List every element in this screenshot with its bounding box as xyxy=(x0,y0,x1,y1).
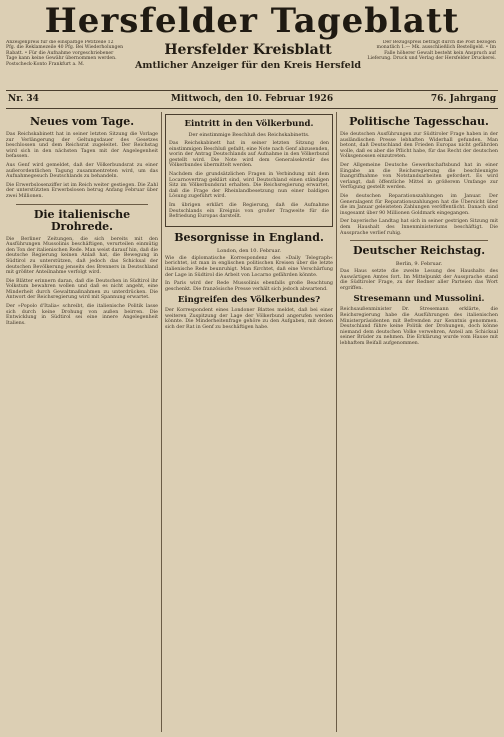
column-news xyxy=(6,114,158,732)
article-paragraph: Der Allgemeine Deutsche Gewerkschaftsbund hat in einer Eingabe an die Reichsregierung die beschleunigte Inangriffnahme von Notstandsarbeiten gefordert. Es wird verlangt, daß öffentliche Mittel in größerem Umfange zur Verfügung gestellt werden. xyxy=(340,162,498,191)
article-paragraph: Das Reichskabinett hat in seiner letzten Sitzung die Vorlage zur Verlängerung der Geltungsdauer des Gesetzes beschlossen und dem Reichsrat zugeleitet. Der Reichstag wird sich in den nächsten Tagen mit der Angelegenheit befassen. xyxy=(6,132,158,160)
issue-date: Mittwoch, den 10. Februar 1926 xyxy=(170,94,334,104)
column-tagesschau xyxy=(340,114,498,732)
masthead-title: Hersfelder Tageblatt xyxy=(44,1,460,41)
article-kicker: Der einstimmige Beschluß des Reichskabinetts. xyxy=(188,132,310,138)
subscription-info-right: Der Bezugspreis beträgt durch die Post bezogen monatlich 1.— Mk. ausschließlich Bestellgeld. • Im Falle höherer Gewalt besteht kein Anspruch auf Lieferung. Druck und Verlag der Hersfelder Druckerei. xyxy=(367,40,496,62)
article-divider xyxy=(350,240,488,241)
column-divider-1 xyxy=(161,112,162,732)
headline-deutscher-reichstag: Deutscher Reichstag. xyxy=(352,244,486,258)
paper-subtitle: Hersfelder Kreisblatt xyxy=(164,42,332,58)
dateline xyxy=(6,94,498,108)
article-paragraph: In Paris wird der Rede Mussolinis ebenfalls große Beachtung geschenkt. Die französische Presse verhält sich jedoch abwartend. xyxy=(165,281,333,292)
official-gazette-line: Amtlicher Anzeiger für den Kreis Hersfeld xyxy=(135,60,361,71)
headline-italienische-drohrede: Die italienische Drohrede. xyxy=(33,207,131,233)
article-divider xyxy=(16,204,148,205)
column-voelkerbund xyxy=(165,114,333,732)
article-paragraph: Die deutschen Ausführungen zur Südtiroler Frage haben in der ausländischen Presse lebhaften Widerhall gefunden. Man betont, daß Deutschland den Frieden Europas nicht gefährden wolle, daß es aber die Pflicht habe, für das Recht der deutschen Volksgenossen einzutreten. xyxy=(340,132,498,160)
article-paragraph: Der »Popolo d'Italia« schreibt, die italienische Politik lasse sich durch keine Drohung von außen beirren. Die Entwicklung in Südtirol sei eine innere Angelegenheit Italiens. xyxy=(6,304,158,326)
article-paragraph: Reichsaußenminister Dr. Stresemann erklärte, die Reichsregierung habe die Ausführungen des italienischen Ministerpräsidenten mit Befremden zur Kenntnis genommen. Deutschland führe keine Politik der Drohungen, doch könne niemand dem deutschen Volke verwehren, Anteil am Schicksal seiner Brüder zu nehmen. Die Erklärung wurde vom Hause mit lebhaftem Beifall aufgenommen. xyxy=(340,307,498,347)
article-paragraph: Nachdem die grundsätzlichen Fragen in Verbindung mit dem Locarnovertrag geklärt sind, wird Deutschland einen ständigen Sitz im Völkerbundsrat erhalten. Die Reichsregierung erwartet, daß die Frage der Rheinlandbesetzung nun einer baldigen Lösung zugeführt wird. xyxy=(169,171,329,200)
headline-stresemann-mussolini: Stresemann und Mussolini. xyxy=(353,294,485,305)
article-paragraph: Aus Genf wird gemeldet, daß der Völkerbundsrat zu einer außerordentlichen Tagung zusammentreten wird, um das Aufnahmegesuch Deutschlands zu behandeln. xyxy=(6,162,158,180)
article-paragraph: Die deutschen Reparationszahlungen im Januar. Der Generalagent für Reparationszahlungen hat die Übersicht über die im Januar geleisteten Zahlungen veröffentlicht. Danach sind insgesamt über 90 Millionen Goldmark eingegangen. xyxy=(340,193,498,216)
article-paragraph: Im übrigen erklärt die Regierung, daß die Aufnahme Deutschlands ein Ereignis von großer Tragweite für die Befriedung Europas darstellt. xyxy=(169,202,329,220)
column-divider-2 xyxy=(336,112,337,732)
article-paragraph: Der Korrespondent eines Londoner Blattes meldet, daß bei einer weiteren Zuspitzung der Lage der Völkerbund angerufen werden könnte. Die Minderheitenfrage gehöre zu den Aufgaben, mit denen sich der Rat in Genf zu beschäftigen habe. xyxy=(165,308,333,331)
headline-neues-vom-tage: Neues vom Tage. xyxy=(29,115,135,128)
article-frame xyxy=(165,114,333,227)
article-paragraph: Das Haus setzte die zweite Lesung des Haushalts des Auswärtigen Amtes fort. Im Mittelpunkt der Aussprache stand die Südtiroler Frage, zu der Redner aller Parteien das Wort ergriffen. xyxy=(340,269,498,291)
article-paragraph: Das Reichskabinett hat in seiner letzten Sitzung den einstimmigen Beschluß gefaßt, eine Note nach Genf abzusenden, worin der Antrag Deutschlands auf Aufnahme in den Völkerbund gestellt wird. Die Note wird dem Generalsekretär des Völkerbundes übermittelt werden. xyxy=(169,141,329,169)
volume-number: 76. Jahrgang xyxy=(430,94,496,104)
header-rule-bottom xyxy=(6,108,498,109)
article-dateline: Berlin, 9. Februar. xyxy=(395,261,443,268)
subscription-info-left: Anzeigenpreis für die einspaltige Petitzeile 12 Pfg. die Reklamezeile 40 Pfg. Bei Wiederholungen Rabatt. • Für die Aufnahme vorgeschriebener Tage kann keine Gewähr übernommen werden. Postscheck-Konto Frankfurt a. M. xyxy=(6,40,124,67)
article-paragraph: Die Berliner Zeitungen, die sich bereits mit den Ausführungen Mussolinis beschäftigen, verurteilen einmütig den Ton der italienischen Rede. Man weist darauf hin, daß die deutsche Regierung keinen Anlaß hat, die Bewegung in Südtirol zu unterstützen, daß jedoch das Schicksal der deutschen Bevölkerung jenseits des Brenners in Deutschland mit größter Anteilnahme verfolgt wird. xyxy=(6,236,158,276)
article-dateline: London, den 10. Februar. xyxy=(216,247,282,254)
headline-besorgnisse-england: Besorgnisse in England. xyxy=(174,230,324,244)
headline-eingreifen-voelkerbund: Eingreifen des Völkerbundes? xyxy=(177,295,321,306)
header-rule-top xyxy=(6,90,498,91)
headline-eintritt-voelkerbund: Eintritt in den Völkerbund. xyxy=(184,119,314,129)
issue-number: Nr. 34 xyxy=(8,94,39,104)
article-paragraph: Wie die diplomatische Korrespondenz des »Daily Telegraph« berichtet, ist man in englischen politischen Kreisen über die letzte italienische Rede beunruhigt. Man fürchtet, daß eine Verschärfung der Lage in Südtirol die Arbeit von Locarno gefährden könnte. xyxy=(165,255,333,278)
article-paragraph: Der bayerische Landtag hat sich in seiner gestrigen Sitzung mit dem Haushalt des Innenministeriums beschäftigt. Die Aussprache verlief ruhig. xyxy=(340,219,498,236)
article-paragraph: Die Blätter erinnern daran, daß die Deutschen in Südtirol ihr Volkstum bewahren wollen und daß es nicht angeht, eine Minderheit durch Gewaltmaßnahmen zu unterdrücken. Die Antwort der Reichsregierung wird mit Spannung erwartet. xyxy=(6,278,158,301)
headline-politische-tagesschau: Politische Tagesschau. xyxy=(349,115,489,128)
article-paragraph: Die Erwerbslosenziffer ist im Reich weiter gestiegen. Die Zahl der unterstützten Erwerbslosen betrug Anfang Februar über zwei Millionen. xyxy=(6,182,158,199)
